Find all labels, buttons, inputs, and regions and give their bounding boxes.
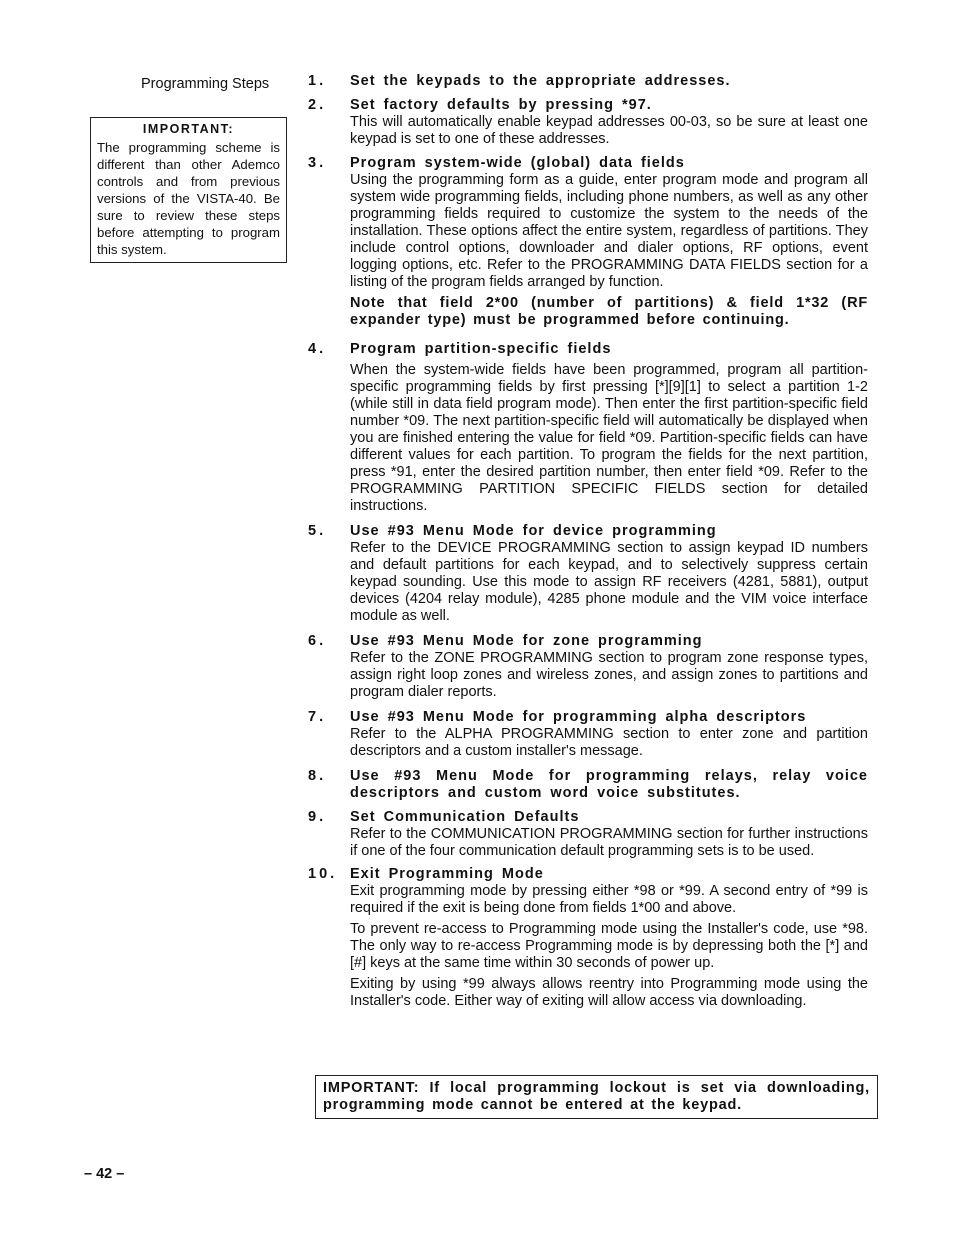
step-number: 10.: [308, 866, 338, 882]
step-title: Use #93 Menu Mode for programming relays, relay voice descriptors and custom word voice substitutes.: [350, 768, 868, 801]
step-8: [308, 768, 868, 802]
step-title: Program partition-specific fields: [350, 341, 612, 357]
step-4: [308, 341, 868, 515]
side-heading: Programming Steps: [141, 76, 270, 92]
step-number: 9.: [308, 809, 327, 825]
page-number: – 42 –: [84, 1166, 125, 1182]
important-title: IMPORTANT:: [142, 122, 235, 136]
step-text: Exit programming mode by pressing either *98 or *99. A second entry of *99 is required if the exit is being done from fields 1*00 and above.: [350, 883, 868, 916]
step-text: Refer to the DEVICE PROGRAMMING section to assign keypad ID numbers and default partitions for each keypad, and to selectively suppress certain keypad sounding. Use this mode to assign RF receivers (4281, 5881), output devices (4204 relay module), 4285 phone module and the VIM voice interface module as well.: [350, 540, 868, 624]
step-title: Program system-wide (global) data fields: [350, 155, 685, 171]
step-title: Set factory defaults by pressing *97.: [350, 97, 652, 113]
important-sidebar-box: [90, 117, 287, 263]
step-5: [308, 523, 868, 625]
step-number: 1.: [308, 73, 327, 89]
step-note: Note that field 2*00 (number of partitions) & field 1*32 (RF expander type) must be programmed before continuing.: [350, 295, 868, 328]
step-text: Exiting by using *99 always allows reentry into Programming mode using the Installer's code. Either way of exiting will allow access via downloading.: [350, 976, 868, 1009]
step-title: Set the keypads to the appropriate addresses.: [350, 73, 731, 89]
step-1: [308, 73, 868, 90]
step-text: Using the programming form as a guide, enter program mode and program all system wide programming fields, including phone numbers, as well as any other programming fields required to customize the system to the needs of the installation. These options affect the entire system, regardless of partitions. They include control options, downloader and dialer options, RF options, event logging options, etc. Refer to the PROGRAMMING DATA FIELDS section for a listing of the program fields arranged by function.: [350, 172, 868, 290]
step-title: Use #93 Menu Mode for device programming: [350, 523, 717, 539]
step-number: 8.: [308, 768, 327, 784]
step-text: This will automatically enable keypad addresses 00-03, so be sure at least one keypad is set to one of these addresses.: [350, 114, 868, 147]
step-text: Refer to the COMMUNICATION PROGRAMMING section for further instructions if one of the four communication default programming sets is to be used.: [350, 826, 868, 859]
step-text: Refer to the ZONE PROGRAMMING section to program zone response types, assign right loop zones and wireless zones, and assign zones to partitions and program dialer reports.: [350, 650, 868, 700]
step-text: To prevent re-access to Programming mode using the Installer's code, use *98. The only way to re-access Programming mode is by depressing both the [*] and [#] keys at the same time within 30 seconds of power up.: [350, 921, 868, 971]
important-text: The programming scheme is different than other Ademco controls and from previous versions of the VISTA-40. Be sure to review these steps before attempting to program this system.: [97, 140, 280, 257]
step-7: [308, 709, 868, 760]
step-3: [308, 155, 868, 329]
step-number: 4.: [308, 341, 327, 357]
step-number: 2.: [308, 97, 327, 113]
step-text: When the system-wide fields have been programmed, program all partition-specific programming fields by first pressing [*][9][1] to select a partition 1-2 (while still in data field program mode). Then enter the first partition-specific field number *09. The next partition-specific field will automatically be displayed when you are finished entering the value for field *09. Partition-specific fields can have different values for each partition. To program the fields for the next partition, press *91, enter the desired partition number, then enter field *09. Refer to the PROGRAMMING PARTITION SPECIFIC FIELDS section for detailed instructions.: [350, 362, 868, 514]
step-number: 7.: [308, 709, 327, 725]
step-text: Refer to the ALPHA PROGRAMMING section to enter zone and partition descriptors and a custom installer's message.: [350, 726, 868, 759]
step-title: Use #93 Menu Mode for zone programming: [350, 633, 703, 649]
step-10: [308, 866, 868, 1010]
step-number: 5.: [308, 523, 327, 539]
step-title: Exit Programming Mode: [350, 866, 544, 882]
step-9: [308, 809, 868, 860]
step-6: [308, 633, 868, 701]
step-title: Set Communication Defaults: [350, 809, 580, 825]
step-number: 6.: [308, 633, 327, 649]
steps-list: [308, 73, 868, 1010]
step-title: Use #93 Menu Mode for programming alpha descriptors: [350, 709, 807, 725]
step-2: [308, 97, 868, 148]
bottom-important-box: IMPORTANT: If local programming lockout is set via downloading, programming mode cannot be entered at the keypad.: [315, 1075, 878, 1119]
step-number: 3.: [308, 155, 327, 171]
